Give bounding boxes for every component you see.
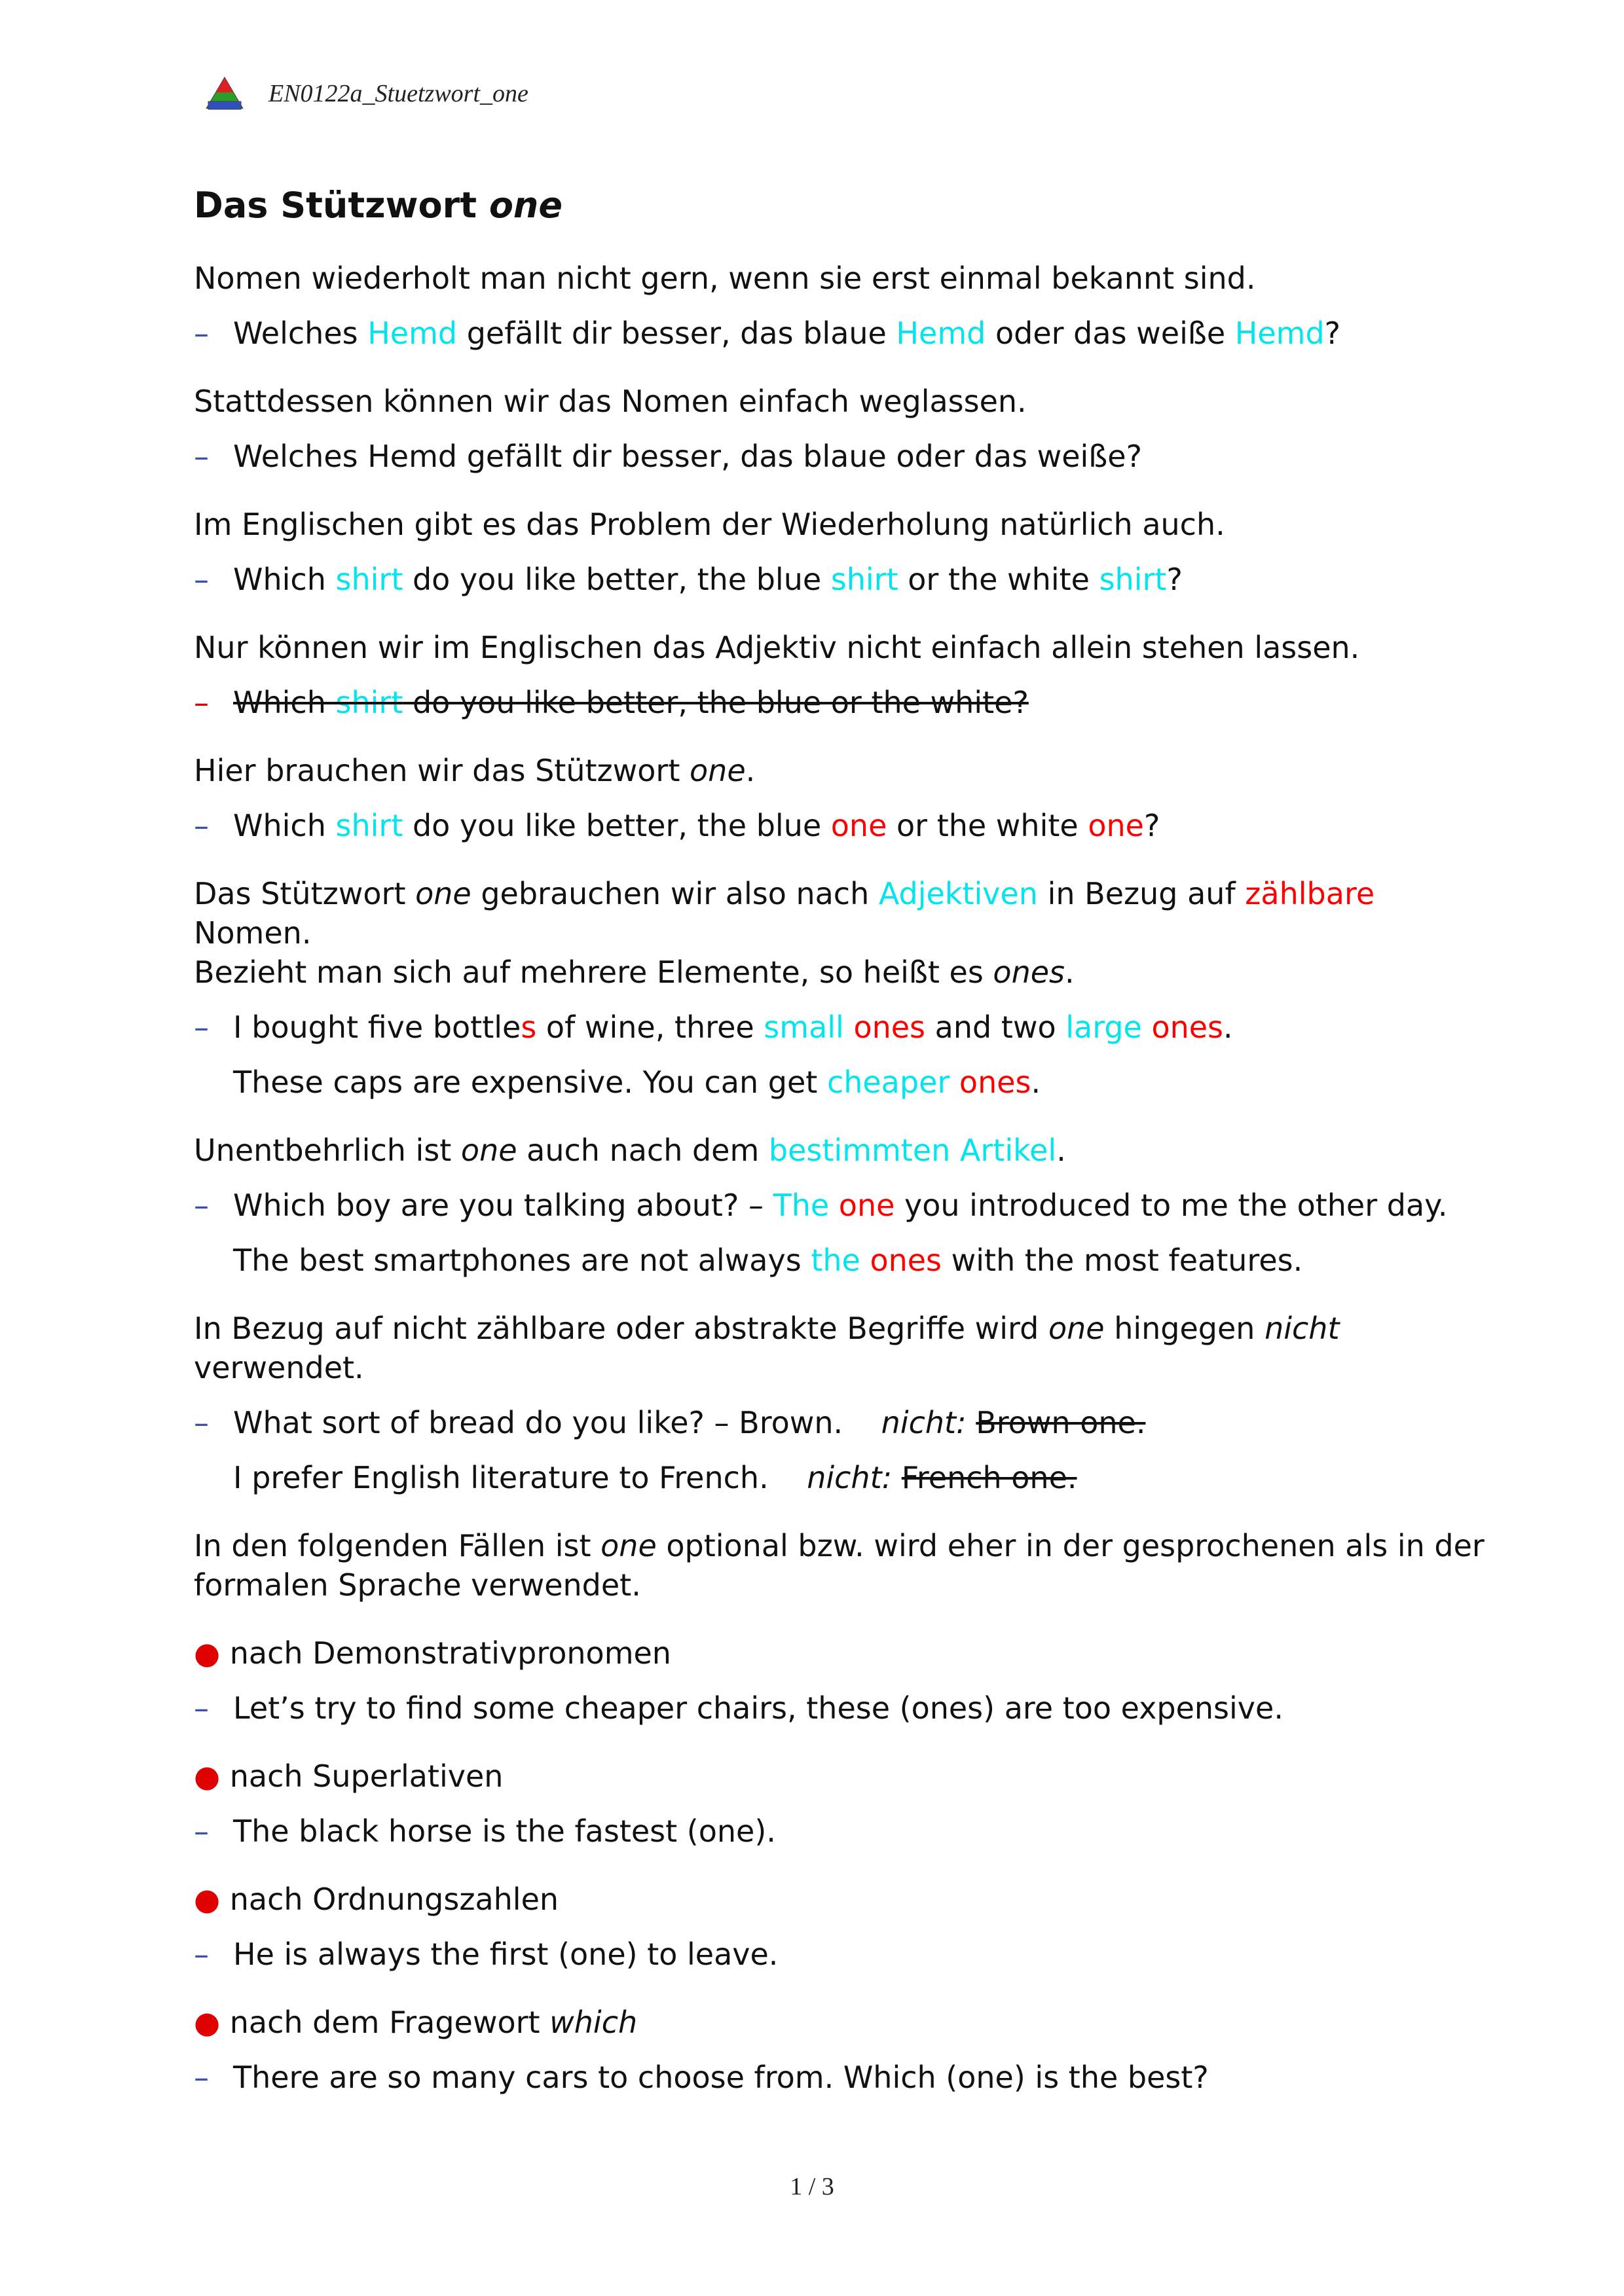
example-line: – What sort of bread do you like? – Brown. nicht: Brown one. bbox=[194, 1403, 1497, 1442]
intro-paragraph: In den folgenden Fällen ist one optional bzw. wird eher in der gesprochenen als in der bbox=[194, 1527, 1485, 1563]
document-body bbox=[194, 185, 1497, 2097]
example-line: – Which boy are you talking about? – The one you introduced to me the other day. bbox=[194, 1186, 1497, 1225]
bullet-heading: ● nach Superlativen bbox=[194, 1758, 504, 1794]
publisher-logo-icon bbox=[204, 75, 245, 112]
dash-marker: – bbox=[194, 2059, 209, 2095]
dash-marker: – bbox=[194, 1936, 209, 1972]
dash-marker: – bbox=[194, 1009, 209, 1045]
example-line: – There are so many cars to choose from. Which (one) is the best? bbox=[194, 2058, 1497, 2097]
intro-paragraph: Stattdessen können wir das Nomen einfach weglassen. bbox=[194, 383, 1027, 419]
dash-marker: – bbox=[194, 1813, 209, 1849]
dash-marker: – bbox=[194, 561, 209, 597]
dash-marker: – bbox=[194, 315, 209, 351]
example-line: The best smartphones are not always the ones with the most features. bbox=[233, 1242, 1303, 1278]
intro-paragraph: Im Englischen gibt es das Problem der Wiederholung natürlich auch. bbox=[194, 506, 1225, 542]
dash-marker: – bbox=[194, 684, 209, 720]
intro-paragraph: Das Stützwort one gebrauchen wir also nach Adjektiven in Bezug auf zählbare Nomen. bbox=[194, 875, 1375, 951]
example-line: – I bought five bottles of wine, three small ones and two large ones. bbox=[194, 1008, 1497, 1047]
bullet-heading: ● nach Demonstrativpronomen bbox=[194, 1635, 671, 1671]
dash-marker: – bbox=[194, 1404, 209, 1440]
dash-marker: – bbox=[194, 1690, 209, 1726]
example-line: – Welches Hemd gefällt dir besser, das blaue Hemd oder das weiße Hemd? bbox=[194, 314, 1497, 353]
example-line: – Which shirt do you like better, the blue one or the white one? bbox=[194, 806, 1497, 845]
intro-paragraph: Hier brauchen wir das Stützwort one. bbox=[194, 752, 756, 788]
example-line-incorrect: – Which shirt do you like better, the blue or the white? bbox=[194, 683, 1497, 722]
dash-marker: – bbox=[194, 807, 209, 843]
bullet-dot-icon: ● bbox=[194, 1881, 221, 1917]
bullet-dot-icon: ● bbox=[194, 1758, 221, 1794]
page-header bbox=[204, 71, 528, 117]
page-number: 1 / 3 bbox=[790, 2173, 834, 2200]
dash-marker: – bbox=[194, 438, 209, 474]
example-line: – He is always the first (one) to leave. bbox=[194, 1935, 1497, 1974]
bullet-dot-icon: ● bbox=[194, 2004, 221, 2040]
intro-paragraph: formalen Sprache verwendet. bbox=[194, 1567, 641, 1603]
file-label: EN0122a_Stuetzwort_one bbox=[268, 80, 528, 107]
intro-paragraph: Nomen wiederholt man nicht gern, wenn sie erst einmal bekannt sind. bbox=[194, 260, 1256, 296]
intro-paragraph: Unentbehrlich ist one auch nach dem bestimmten Artikel. bbox=[194, 1132, 1066, 1168]
intro-paragraph: Nur können wir im Englischen das Adjektiv nicht einfach allein stehen lassen. bbox=[194, 629, 1360, 665]
example-line: – Welches Hemd gefällt dir besser, das blaue oder das weiße? bbox=[194, 437, 1497, 476]
example-line: – Let’s try to find some cheaper chairs, these (ones) are too expensive. bbox=[194, 1688, 1497, 1728]
bullet-dot-icon: ● bbox=[194, 1635, 221, 1671]
intro-paragraph: In Bezug auf nicht zählbare oder abstrakte Begriffe wird one hingegen nicht verwendet. bbox=[194, 1310, 1340, 1385]
intro-paragraph: Bezieht man sich auf mehrere Elemente, so heißt es ones. bbox=[194, 954, 1075, 990]
bullet-heading: ● nach dem Fragewort which bbox=[194, 2004, 638, 2040]
page-title: Das Stützwort one bbox=[194, 185, 563, 226]
dash-marker: – bbox=[194, 1187, 209, 1223]
bullet-heading: ● nach Ordnungszahlen bbox=[194, 1881, 559, 1917]
example-line: – The black horse is the fastest (one). bbox=[194, 1812, 1497, 1851]
example-line: These caps are expensive. You can get cheaper ones. bbox=[233, 1064, 1041, 1100]
example-line: – Which shirt do you like better, the blue shirt or the white shirt? bbox=[194, 560, 1497, 599]
example-line: I prefer English literature to French. nicht: French one. bbox=[233, 1459, 1077, 1495]
